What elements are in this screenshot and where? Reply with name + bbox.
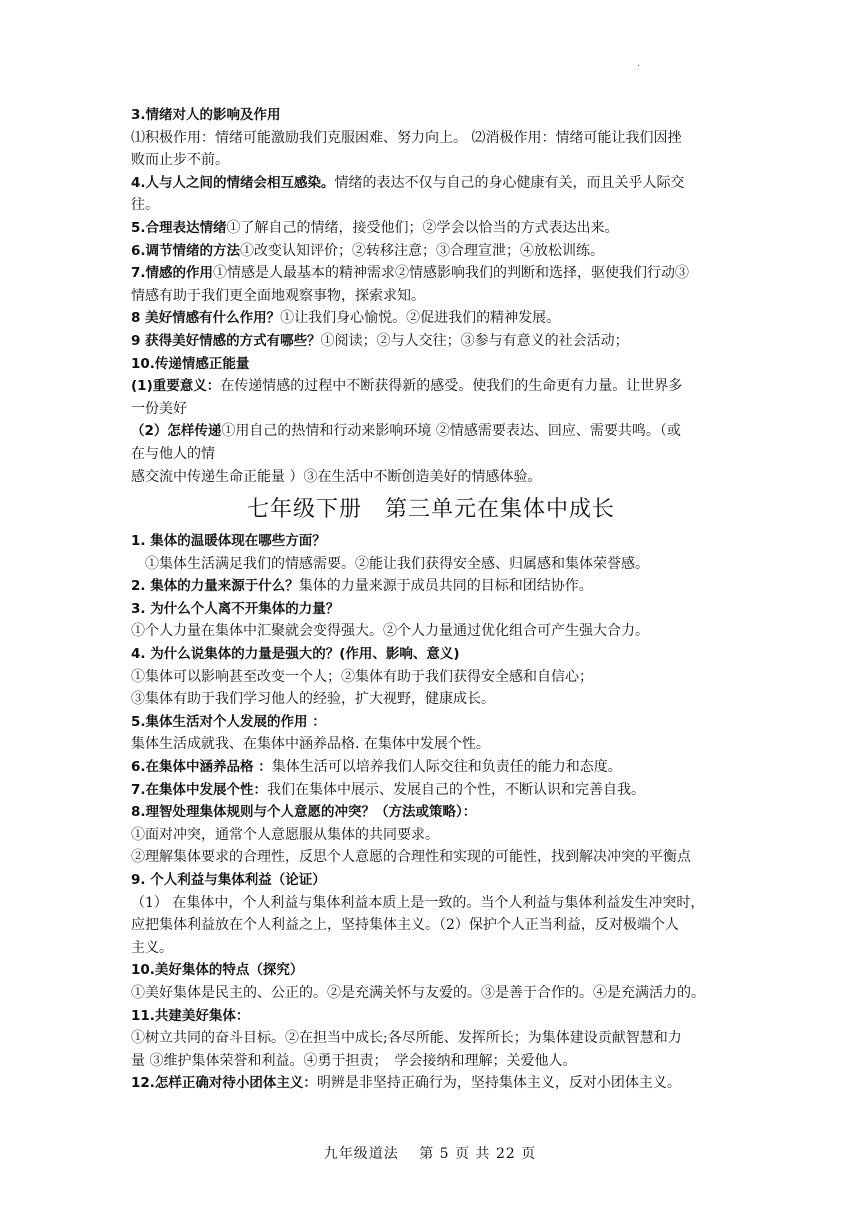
line-heading: 10.传递情感正能量: [131, 355, 250, 372]
line-heading: 2. 集体的力量来源于什么？: [131, 578, 299, 595]
text-line: [131, 598, 731, 621]
text-line: [131, 620, 731, 643]
text-line: [131, 1072, 731, 1095]
line-body: 往。: [131, 197, 159, 214]
line-body: ①让我们身心愉悦。②促进我们的精神发展。: [280, 310, 561, 327]
line-body: ①改变认知评价；②转移注意；③合理宣泄；④放松训练。: [240, 242, 605, 259]
line-body: ①了解自己的情绪，接受他们；②学会以恰当的方式表达出来。: [226, 219, 619, 236]
line-heading: 6.调节情绪的方法: [131, 242, 241, 259]
text-line: [131, 937, 731, 960]
line-body: 在与他人的情: [131, 445, 215, 462]
line-body: 情绪的表达不仅与自己的身心健康有关，而且关乎人际交: [334, 174, 685, 191]
line-body: 感交流中传递生命正能量 ）③在生活中不断创造美好的情感体验。: [131, 468, 542, 485]
unit-title: 七年级下册 第三单元在集体中成长: [246, 497, 615, 523]
text-line: [131, 172, 731, 195]
text-line: [131, 733, 731, 756]
line-heading: (1)重要意义：: [131, 378, 221, 395]
line-body: ①阅读；②与人交往；③参与有意义的社会活动；: [320, 332, 629, 349]
text-line: [131, 127, 731, 150]
text-line: [131, 982, 731, 1005]
line-body: 应把集体利益放在个人利益之上，坚持集体主义。（2）保护个人正当利益，反对极端个人: [131, 917, 679, 934]
line-body: ③集体有助于我们学习他人的经验，扩大视野，健康成长。: [131, 691, 495, 708]
text-line: [131, 443, 731, 466]
line-body: ⑴积极作用：情绪可能激励我们克服困难、努力向上。 ⑵消极作用：情绪可能让我们因挫: [131, 129, 682, 146]
text-line: [131, 330, 731, 353]
line-heading: 12.怎样正确对待小团体主义：: [131, 1075, 317, 1092]
section-emotions: [131, 104, 731, 488]
line-body: （1） 在集体中，个人利益与集体利益本质上是一致的。当个人利益与集体利益发生冲突时，: [131, 894, 705, 911]
line-body: ①用自己的热情和行动来影响环境 ②情感需要表达、回应、需要共鸣。（或: [221, 423, 681, 440]
text-line: [131, 575, 731, 598]
text-line: [131, 104, 731, 127]
line-body: ①个人力量在集体中汇聚就会变得强大。②个人力量通过优化组合可产生强大合力。: [131, 623, 649, 640]
line-body: 我们在集体中展示、发展自己的个性，不断认识和完善自我。: [267, 781, 646, 798]
text-line: [131, 466, 731, 489]
line-heading: 9 获得美好情感的方式有哪些？: [131, 332, 321, 349]
line-body: 集体生活成就我、在集体中涵养品格. 在集体中发展个性。: [131, 736, 490, 753]
page-footer: 九年级道法 第 5 页 共 22 页: [323, 1146, 537, 1162]
line-body: ①集体可以影响甚至改变一个人；②集体有助于我们获得安全感和自信心；: [131, 668, 593, 685]
line-body: 主义。: [131, 939, 173, 956]
text-line: [131, 1027, 731, 1050]
text-line: [131, 553, 731, 576]
line-heading: 8 美好情感有什么作用？: [131, 310, 281, 327]
line-body: 量 ③维护集体荣誉和利益。④勇于担责； 学会接纳和理解；关爱他人。: [131, 1052, 577, 1069]
text-line: [131, 801, 731, 824]
text-line: [131, 666, 731, 689]
text-line: [131, 262, 731, 285]
text-line: [131, 307, 731, 330]
text-line: [131, 240, 731, 263]
line-heading: 7.情感的作用: [131, 265, 214, 282]
line-heading: 3.情绪对人的影响及作用: [131, 107, 281, 123]
line-heading: 1. 集体的温暖体现在哪些方面？: [131, 533, 326, 550]
line-heading: 9. 个人利益与集体利益（论证）: [131, 872, 326, 888]
document-page: [131, 104, 731, 1095]
text-line: [131, 711, 731, 734]
section-collective: [131, 530, 731, 1095]
line-body: ①集体生活满足我们的情感需要。②能让我们获得安全感、归属感和集体荣誉感。: [145, 555, 649, 572]
line-body: 败而止步不前。: [131, 152, 229, 169]
text-line: [131, 779, 731, 802]
text-line: [131, 530, 731, 553]
text-line: [131, 353, 731, 376]
line-heading: 5.合理表达情绪: [131, 219, 227, 236]
line-body: ②理解集体要求的合理性，反思个人意愿的合理性和实现的可能性，找到解决冲突的平衡点: [131, 849, 691, 866]
corner-mark: .: [637, 58, 641, 69]
line-body: 集体生活可以培养我们人际交往和负责任的能力和态度。: [271, 759, 622, 776]
line-heading: 3. 为什么个人离不开集体的力量？: [131, 600, 340, 617]
line-body: 一份美好: [131, 400, 187, 417]
text-line: [131, 420, 731, 443]
text-line: [131, 892, 731, 915]
line-heading: 8.理智处理集体规则与个人意愿的冲突？（方法或策略）：: [131, 804, 477, 821]
line-body: ①面对冲突，通常个人意愿服从集体的共同要求。: [131, 826, 439, 843]
line-body: 集体的力量来源于成员共同的目标和团结协作。: [298, 578, 593, 595]
line-body: ①情感是人最基本的精神需求②情感影响我们的判断和选择，驱使我们行动③: [213, 265, 690, 282]
line-heading: （2）怎样传递: [131, 423, 222, 440]
text-line: [131, 846, 731, 869]
line-heading: 6.在集体中涵养品格 ：: [131, 759, 272, 776]
line-heading: 5.集体生活对个人发展的作用 ：: [131, 713, 326, 730]
line-body: ①美好集体是民主的、公正的。②是充满关怀与友爱的。③是善于合作的。④是充满活力的。: [131, 984, 705, 1001]
text-line: [131, 643, 731, 666]
text-line: [131, 959, 731, 982]
text-line: [131, 398, 731, 421]
line-heading: 4.人与人之间的情绪会相互感染。: [131, 174, 335, 191]
line-body: ①树立共同的奋斗目标。②在担当中成长;各尽所能、发挥所长；为集体建设贡献智慧和力: [131, 1030, 682, 1047]
line-body: 明辨是非坚持正确行为，坚持集体主义，反对小团体主义。: [316, 1075, 681, 1092]
line-heading: 7.在集体中发展个性：: [131, 781, 268, 798]
text-line: [131, 149, 731, 172]
text-line: [131, 869, 731, 892]
line-heading: 10.美好集体的特点（探究）: [131, 962, 304, 979]
text-line: [131, 914, 731, 937]
line-heading: 4. 为什么说集体的力量是强大的？(作用、影响、意义): [131, 646, 460, 663]
text-line: [131, 375, 731, 398]
text-line: [131, 1005, 731, 1028]
text-line: [131, 688, 731, 711]
text-line: [131, 824, 731, 847]
line-heading: 11.共建美好集体：: [131, 1007, 250, 1024]
line-body: 在传递情感的过程中不断获得新的感受。使我们的生命更有力量。让世界多: [220, 378, 683, 395]
text-line: [131, 285, 731, 308]
text-line: [131, 756, 731, 779]
text-line: [131, 1050, 731, 1073]
text-line: [131, 194, 731, 217]
line-body: 情感有助于我们更全面地观察事物，探索求知。: [131, 287, 425, 304]
text-line: [131, 217, 731, 240]
